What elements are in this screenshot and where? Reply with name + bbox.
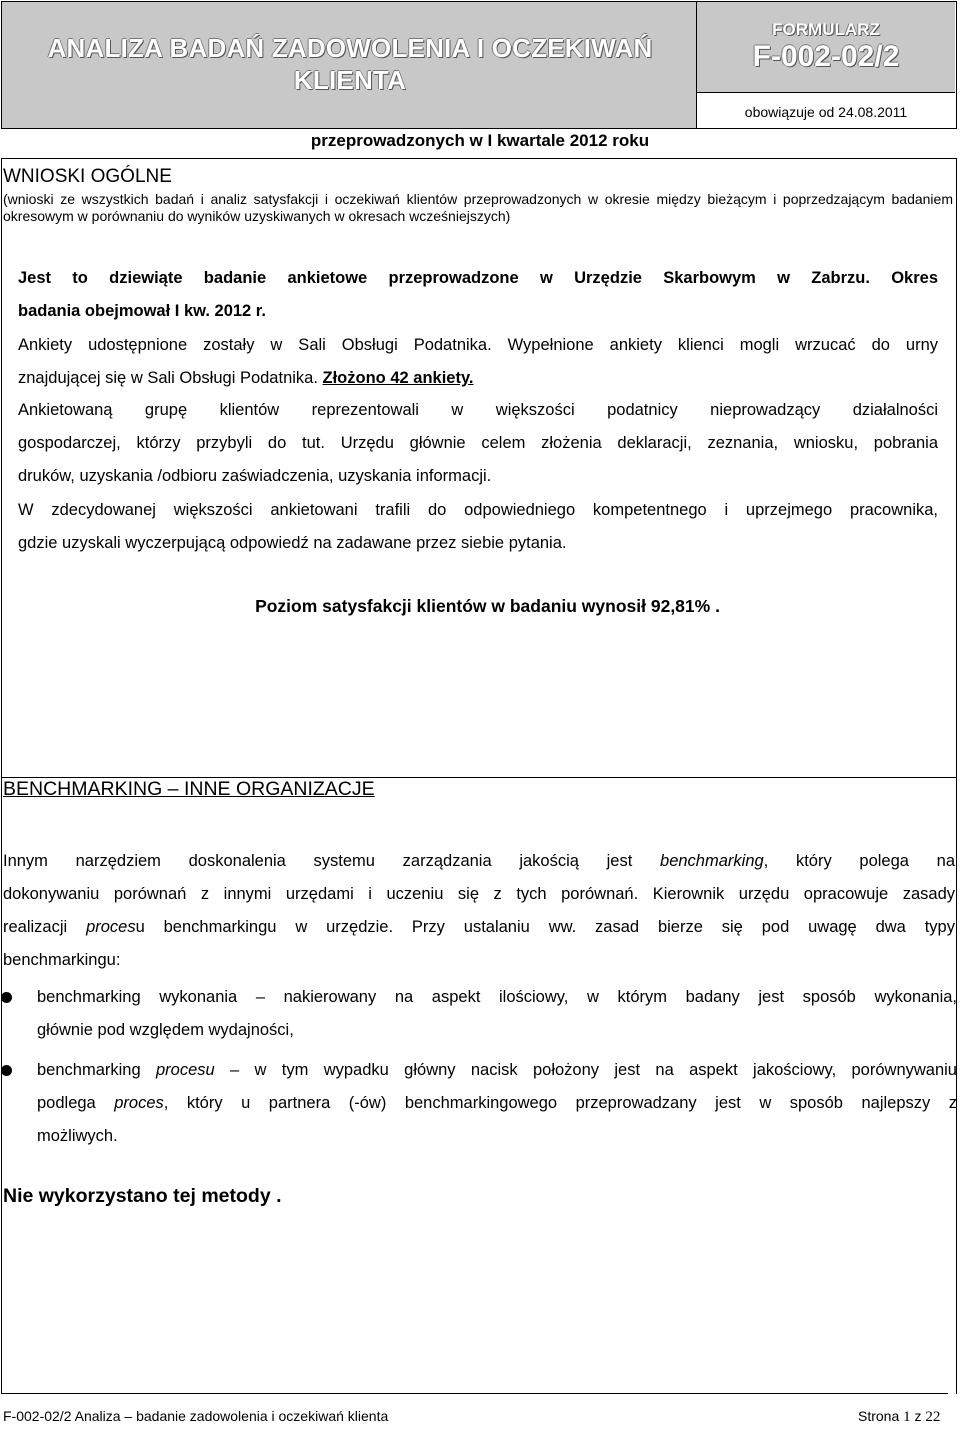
page-total: 22	[925, 1409, 941, 1425]
satisfaction-level: Poziom satysfakcji klientów w badaniu wynosił 92,81% .	[255, 596, 720, 616]
text-line	[37, 1087, 957, 1120]
benchmarking-paragraph	[3, 845, 955, 977]
document-title	[2, 32, 698, 96]
list-item	[0, 1054, 957, 1153]
text-line: Ankiety udostępnione zostały w Sali Obsługi Podatnika. Wypełnione ankiety klienci mogli wrzucać do urny	[18, 336, 938, 354]
text-fragment: znajdującej się w Sali Obsługi Podatnika.	[18, 369, 323, 387]
text-line: badania obejmował I kw. 2012 r.	[18, 302, 266, 320]
text-line: możliwych.	[37, 1127, 118, 1145]
header-form-box	[697, 1, 957, 129]
text-line	[18, 362, 938, 395]
text-fragment: , który polega na	[763, 852, 955, 870]
bullet-icon	[1, 992, 12, 1003]
text-line: gospodarczej, którzy przybyli do tut. Urzędu głównie celem złożenia deklaracji, zeznania, wniosku, pobrania	[18, 434, 938, 452]
form-id-cell	[697, 2, 955, 93]
text-line: benchmarking wykonania – nakierowany na aspekt ilościowy, w którym badany jest sposób wykonania,	[37, 988, 957, 1006]
bullet-icon	[1, 1065, 12, 1076]
page-separator: z	[910, 1408, 926, 1424]
text-line: druków, uzyskania /odbioru zaświadczenia, uzyskania informacji.	[18, 467, 492, 485]
page-number	[858, 1408, 940, 1426]
text-fragment: proces	[86, 918, 136, 936]
general-conclusions-heading: WNIOSKI OGÓLNE	[3, 166, 172, 187]
text-fragment: benchmarking	[37, 1061, 156, 1079]
text-fragment: realizacji	[3, 918, 87, 936]
valid-from: obowiązuje od 24.08.2011	[744, 104, 908, 120]
form-label: FORMULARZ	[772, 20, 880, 39]
text-line	[3, 845, 955, 878]
document-title-line-1: ANALIZA BADAŃ ZADOWOLENIA I OCZEKIWAŃ	[47, 33, 653, 63]
list-item	[0, 981, 957, 1047]
text-fragment: benchmarking	[660, 852, 764, 870]
text-line: głównie pod względem wydajności,	[37, 1021, 294, 1039]
form-code: F-002-02/2	[752, 40, 900, 73]
text-fragment: podlega	[37, 1094, 115, 1112]
page-current: 1	[903, 1409, 911, 1425]
text-fragment: – w tym wypadku główny nacisk położony jest na aspekt jakościowy, porównywaniu	[214, 1061, 957, 1079]
text-line: Jest to dziewiąte badanie ankietowe przeprowadzone w Urzędzie Skarbowym w Zabrzu. Okres	[18, 269, 938, 287]
text-line: W zdecydowanej większości ankietowani trafili do odpowiedniego kompetentnego i uprzejmego pracownika,	[18, 501, 938, 519]
text-fragment: proces	[114, 1094, 164, 1112]
page-label: Strona	[858, 1408, 904, 1424]
footer-document-name: F-002-02/2 Analiza – badanie zadowolenia i oczekiwań klienta	[3, 1408, 389, 1424]
submitted-count: Złożono 42 ankiety.	[322, 369, 474, 387]
text-fragment: , który u partnera (-ów) benchmarkingowego przeprowadzany jest w sposób najlepszy z	[163, 1094, 958, 1112]
general-conclusions-note: (wnioski ze wszystkich badań i analiz satysfakcji i oczekiwań klientów przeprowadzonych w okresie między bieżącym i poprzedzającym badaniem okresowym w porównaniu do wyników uzyskiwanych w okresach wcześniejszych)	[3, 191, 953, 224]
footer-divider	[1, 1393, 948, 1394]
text-line: dokonywaniu porównań z innymi urzędami i uczeniu się z tych porównań. Kierownik urzędu opracowuje zasady	[3, 885, 955, 903]
survey-availability-paragraph	[18, 329, 938, 395]
benchmarking-heading: BENCHMARKING – INNE ORGANIZACJE	[3, 778, 375, 800]
text-fragment: Innym narzędziem doskonalenia systemu zarządzania jakością jest	[3, 852, 661, 870]
benchmarking-conclusion: Nie wykorzystano tej metody .	[3, 1185, 282, 1207]
text-line	[3, 911, 955, 944]
text-line: benchmarkingu:	[3, 951, 121, 969]
text-line	[37, 1054, 957, 1087]
survey-intro-paragraph	[18, 262, 938, 328]
text-fragment: u benchmarkingu w urzędzie. Przy ustalaniu ww. zasad bierze się pod uwagę dwa typy	[135, 918, 955, 936]
document-subtitle: przeprowadzonych w I kwartale 2012 roku	[310, 131, 650, 150]
text-line: gdzie uzyskali wyczerpującą odpowiedź na zadawane przez siebie pytania.	[18, 534, 567, 552]
header-title-box	[1, 1, 697, 129]
text-fragment: procesu	[155, 1061, 215, 1079]
benchmarking-types-list	[0, 981, 957, 1160]
document-title-line-2: KLIENTA	[293, 65, 407, 95]
text-line: Ankietowaną grupę klientów reprezentowali w większości podatnicy nieprowadzący działalności	[18, 401, 938, 419]
respondents-paragraph	[18, 394, 938, 493]
service-quality-paragraph	[18, 494, 938, 560]
